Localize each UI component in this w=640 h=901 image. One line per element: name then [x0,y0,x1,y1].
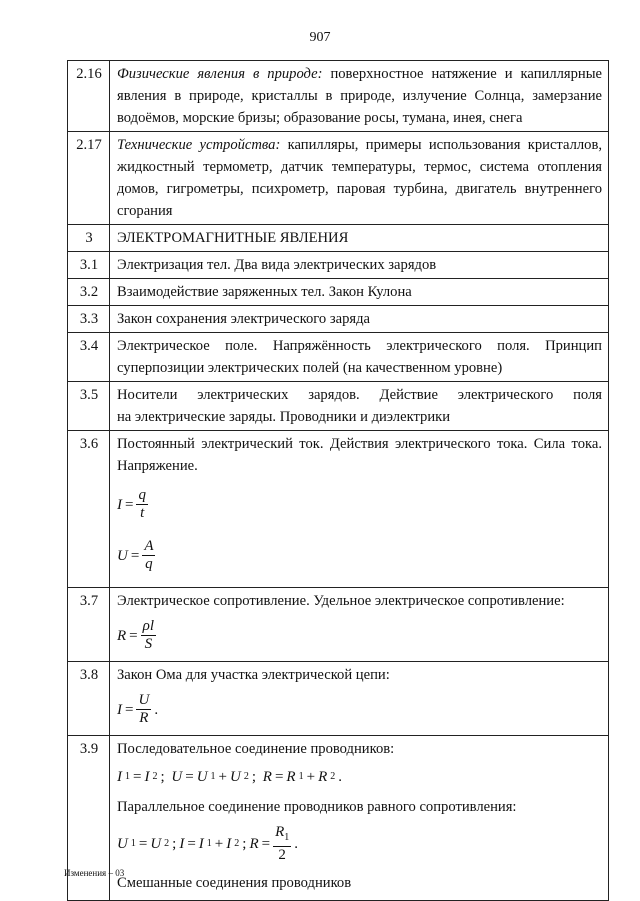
row-number: 3.9 [68,736,110,901]
row-text-line: на электрические заряды. Проводники и диэлектрики [117,409,451,425]
topics-table [67,60,609,901]
formula-symbol: I [117,769,122,785]
formula-symbol: I [179,836,185,852]
formula-symbol: R [318,769,328,785]
table-row [68,132,609,225]
formula-denominator: 2 [278,847,286,863]
formula-subscript: 1 [206,838,212,849]
table-row [68,431,609,588]
row-body: Последовательное соединение проводников: [117,741,395,757]
formula-numerator: A [144,538,154,554]
formula-subscript: 1 [130,838,136,849]
revision-footer: Изменения – 03 [64,868,125,878]
formula-subscript: 2 [243,771,249,782]
formula-subscript: 2 [164,838,170,849]
row-text: Электризация тел. Два вида электрических зарядов [110,252,609,279]
formula-numerator: ρl [142,618,155,634]
formula-numerator: q [138,487,146,503]
row-body: Параллельное соединение проводников равного сопротивления: [117,799,517,815]
formula-denominator: t [140,505,145,521]
formula-denominator: R [139,710,149,726]
row-body: Постоянный электрический ток. Действия электрического тока. Сила тока. Напряжение. [117,436,602,474]
table-row [68,333,609,382]
formula-subscript: 2 [234,838,240,849]
row-number: 3.4 [68,333,110,382]
formula-voltage: U = $\frac{A}{q}$ [117,538,154,572]
row-body: Закон Ома для участка электрической цепи: [117,667,390,683]
formula-symbol: U [230,769,241,785]
row-body: поверхностное натяжение и капиллярные явления в природе, кристаллы в природе, излучение Солнца, замерзание водоёмов, морские бризы; образование росы, тумана, инея, снега [117,66,602,126]
formula-symbol: U [117,836,128,852]
row-body: Смешанные соединения проводников [117,875,352,891]
formula-symbol: I [117,496,122,513]
row-number: 3.1 [68,252,110,279]
table-row [68,382,609,431]
formula-current: I = $\frac{q}{t}$ [117,487,146,521]
row-text-line: Носители электрических зарядов. Действие электрического поля [117,387,602,403]
table-row [68,662,609,736]
table-row [68,61,609,132]
formula-symbol: R [262,769,272,785]
row-number: 3.6 [68,431,110,588]
formula-symbol: U [117,547,128,564]
row-text-line: суперпозиции электрических полей (на качественном уровне) [117,360,503,376]
formula-symbol: R [249,836,259,852]
row-text [110,588,609,662]
formula-symbol: R [275,824,285,840]
formula-subscript: 1 [210,771,216,782]
formula-symbol: R [117,627,127,644]
formula-symbol: I [117,701,122,718]
row-number: 3.3 [68,306,110,333]
row-text: Взаимодействие заряженных тел. Закон Кулона [110,279,609,306]
formula-subscript: 1 [298,771,304,782]
section-heading: ЭЛЕКТРОМАГНИТНЫЕ ЯВЛЕНИЯ [110,225,609,252]
row-number: 3.8 [68,662,110,736]
formula-subscript: 2 [152,771,158,782]
formula-symbol: U [150,836,162,852]
formula-subscript: 1 [125,771,130,782]
row-text [110,333,609,382]
table-row [68,306,609,333]
formula-ohm: I = $\frac{U}{R}$ . [117,692,159,726]
formula-symbol: U [171,769,183,785]
table-row [68,279,609,306]
row-lead: Физические явления в природе: [117,66,323,82]
formula-numerator: U [138,692,150,708]
table-row [68,588,609,662]
formula-symbol: I [226,836,232,852]
row-number: 3.2 [68,279,110,306]
formula-denominator: q [145,556,153,572]
row-text [110,431,609,588]
row-text [110,61,609,132]
formula-series: I 1 = I 2 ; U = U 1 + U 2 ; R = R 1 + R 2 . [117,766,602,788]
formula-resistance: R = $\frac{\rho l}{S}$ [117,618,155,652]
formula-symbol: R [286,769,296,785]
row-body: капилляры, примеры использования кристаллов, жидкостный термометр, датчик температуры, термос, система отопления домов, гигрометры, психрометр, паровая турбина, двигатель внутреннего сгорания [117,137,602,219]
formula-symbol: I [144,769,150,785]
row-number: 3.5 [68,382,110,431]
row-text [110,382,609,431]
row-number: 2.16 [68,61,110,132]
row-lead: Технические устройства: [117,137,281,153]
row-number: 3.7 [68,588,110,662]
formula-subscript: 2 [330,771,336,782]
row-text [110,662,609,736]
page-number: 907 [309,30,331,45]
row-text: Закон сохранения электрического заряда [110,306,609,333]
formula-parallel: U 1 = U 2 ; I = I 1 + I 2 ; R = $\frac{R_1}{2}$ . [117,824,298,863]
table-row [68,225,609,252]
row-number: 2.17 [68,132,110,225]
table-row [68,736,609,901]
formula-symbol: I [198,836,204,852]
row-text [110,736,609,901]
row-text-line: Электрическое поле. Напряжённость электрического поля. Принцип [117,338,602,354]
row-body: Электрическое сопротивление. Удельное электрическое сопротивление: [117,593,565,609]
row-number: 3 [68,225,110,252]
row-text [110,132,609,225]
formula-symbol: U [196,769,208,785]
formula-subscript: 1 [284,832,290,843]
table-row [68,252,609,279]
formula-denominator: S [144,636,153,652]
